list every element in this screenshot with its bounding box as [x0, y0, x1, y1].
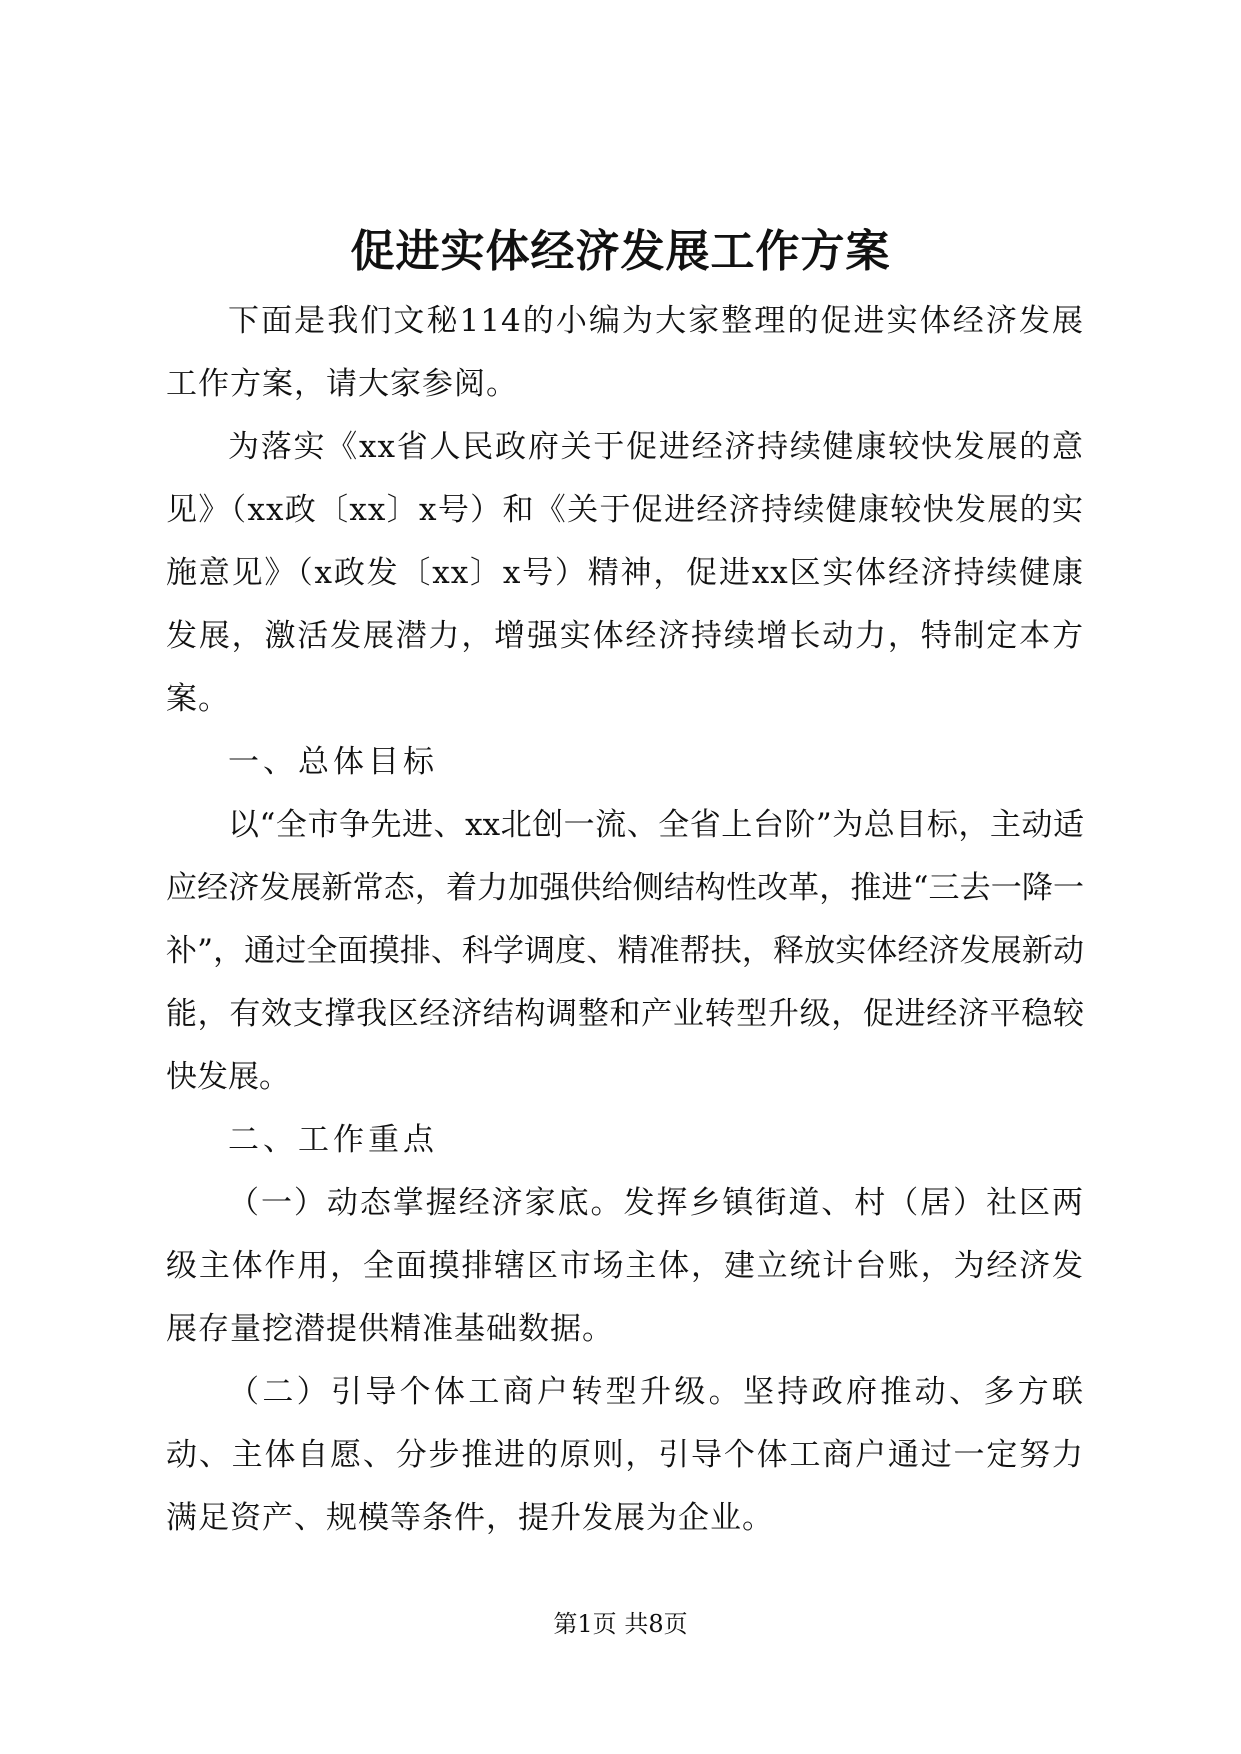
section-heading-work-focus: 二、工作重点 — [228, 1122, 438, 1158]
intro-paragraph: 下面是我们文秘114的小编为大家整理的促进实体经济发展工作方案，请大家参阅。 — [166, 303, 1084, 402]
total-prefix: 共 — [624, 1610, 649, 1638]
overall-goals-paragraph: 以“全市争先进、xx北创一流、全省上台阶”为总目标，主动适应经济发展新常态，着力加强供给侧结构性改革，推进“三去一降一补”，通过全面摸排、科学调度、精准帮扶，释放实体经济发展新动能，有效支撑我区经济结构调整和产业转型升级，促进经济平稳较快发展。 — [166, 807, 1084, 1095]
total-page-count: 8 — [648, 1610, 664, 1638]
work-focus-item-1: （一）动态掌握经济家底。发挥乡镇街道、村（居）社区两级主体作用，全面摸排辖区市场主体，建立统计台账，为经济发展存量挖潜提供精准基础数据。 — [166, 1185, 1084, 1347]
purpose-paragraph: 为落实《xx省人民政府关于促进经济持续健康较快发展的意见》（xx政〔xx〕x号）和《关于促进经济持续健康较快发展的实施意见》（x政发〔xx〕x号）精神，促进xx区实体经济持续健康发展，激活发展潜力，增强实体经济持续增长动力，特制定本方案。 — [166, 429, 1084, 717]
total-suffix: 页 — [663, 1610, 688, 1638]
section-heading-overall-goals: 一、总体目标 — [228, 744, 438, 780]
work-focus-item-2: （二）引导个体工商户转型升级。坚持政府推动、多方联动、主体自愿、分步推进的原则，引导个体工商户通过一定努力满足资产、规模等条件，提升发展为企业。 — [166, 1374, 1084, 1536]
page-prefix: 第 — [553, 1610, 578, 1638]
page-suffix: 页 — [592, 1610, 617, 1638]
document-title: 促进实体经济发展工作方案 — [350, 226, 891, 277]
current-page-number: 1 — [577, 1610, 593, 1638]
page-number-footer — [0, 1609, 1241, 1639]
document-body — [166, 290, 1084, 1550]
